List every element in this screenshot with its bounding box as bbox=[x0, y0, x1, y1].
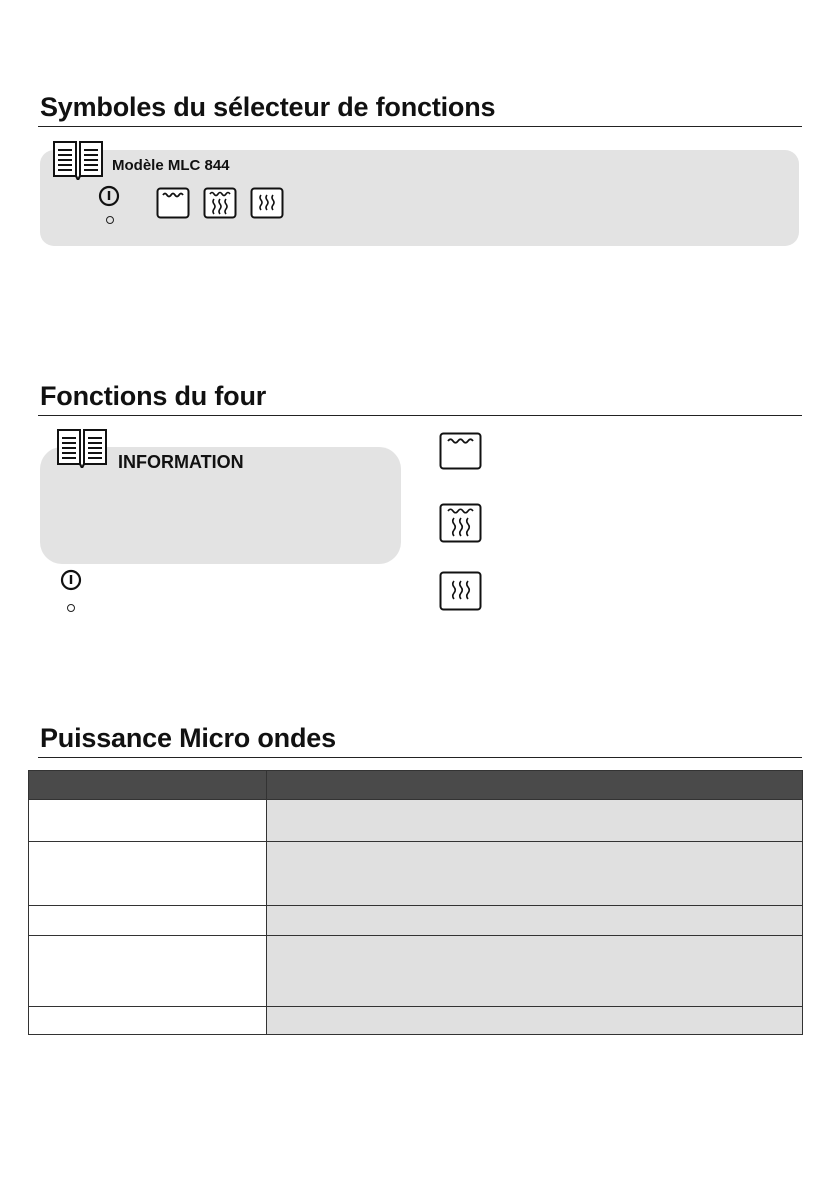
oven-top-heat-icon bbox=[156, 187, 190, 219]
table-cell bbox=[267, 906, 803, 936]
section-title-functions: Fonctions du four bbox=[40, 381, 267, 411]
oven-top-heat-microwave-icon bbox=[203, 187, 237, 219]
oven-top-heat-icon bbox=[439, 432, 482, 470]
section-title-symbols: Symboles du sélecteur de fonctions bbox=[40, 92, 496, 122]
power-icon bbox=[60, 569, 82, 591]
section-rule bbox=[38, 126, 802, 127]
manual-book-icon bbox=[52, 140, 104, 180]
oven-top-heat-microwave-icon bbox=[439, 503, 482, 543]
table-cell bbox=[29, 842, 267, 906]
table-cell bbox=[267, 842, 803, 906]
table-header-cell bbox=[267, 771, 803, 800]
table-row bbox=[29, 1007, 803, 1035]
table-header-row bbox=[29, 771, 803, 800]
off-position-dot bbox=[106, 216, 114, 224]
table-cell bbox=[267, 936, 803, 1007]
section-title-power: Puissance Micro ondes bbox=[40, 723, 336, 753]
table-cell bbox=[267, 800, 803, 842]
table-row bbox=[29, 800, 803, 842]
off-position-dot bbox=[67, 604, 75, 612]
information-label: INFORMATION bbox=[118, 452, 244, 472]
table-cell bbox=[29, 800, 267, 842]
power-icon bbox=[98, 185, 120, 207]
microwave-power-table bbox=[28, 770, 803, 1035]
microwave-icon bbox=[250, 187, 284, 219]
table-cell bbox=[267, 1007, 803, 1035]
section-rule bbox=[38, 415, 802, 416]
section-rule bbox=[38, 757, 802, 758]
microwave-icon bbox=[439, 571, 482, 611]
table-row bbox=[29, 906, 803, 936]
manual-book-icon bbox=[56, 428, 108, 468]
table-row bbox=[29, 936, 803, 1007]
model-label: Modèle MLC 844 bbox=[112, 157, 230, 174]
table-cell bbox=[29, 1007, 267, 1035]
table-row bbox=[29, 842, 803, 906]
table-cell bbox=[29, 936, 267, 1007]
table-cell bbox=[29, 906, 267, 936]
table-header-cell bbox=[29, 771, 267, 800]
